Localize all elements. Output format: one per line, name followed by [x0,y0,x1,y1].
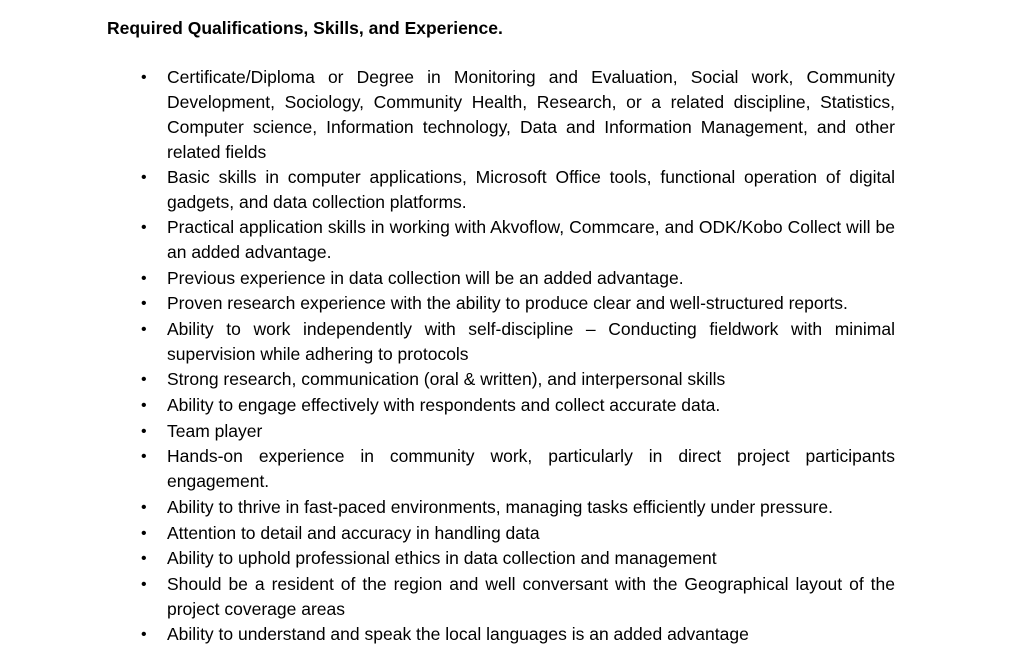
bullet-icon: • [141,576,147,593]
list-item [141,393,895,418]
bullet-icon: • [141,371,147,388]
list-item [141,317,895,367]
bullet-icon: • [141,499,147,516]
bullet-icon: • [141,169,147,186]
list-item-text: Previous experience in data collection will be an added advantage. [167,268,684,288]
list-item [141,521,895,546]
list-item [141,495,895,520]
list-item [141,444,895,494]
list-item [141,266,895,291]
list-item-text: Practical application skills in working with Akvoflow, Commcare, and ODK/Kobo Collect will be an added advantage. [167,217,895,262]
bullet-icon: • [141,423,147,440]
bullet-icon: • [141,448,147,465]
list-item [141,215,895,265]
list-item-text: Ability to uphold professional ethics in data collection and management [167,548,717,568]
section-heading: Required Qualifications, Skills, and Experience. [107,18,503,38]
list-item-text: Attention to detail and accuracy in handling data [167,523,540,543]
list-item-text: Basic skills in computer applications, Microsoft Office tools, functional operation of digital gadgets, and data collection platforms. [167,167,895,212]
list-item-text: Ability to understand and speak the local languages is an added advantage [167,624,749,644]
list-item [141,165,895,215]
list-item [141,65,895,165]
list-item-text: Ability to engage effectively with respondents and collect accurate data. [167,395,721,415]
bullet-icon: • [141,626,147,643]
list-item-text: Should be a resident of the region and well conversant with the Geographical layout of the project coverage areas [167,574,895,619]
bullet-icon: • [141,295,147,312]
list-item-text: Proven research experience with the ability to produce clear and well-structured reports. [167,293,848,313]
bullet-icon: • [141,397,147,414]
list-item-text: Certificate/Diploma or Degree in Monitoring and Evaluation, Social work, Community Development, Sociology, Community Health, Research, or a related discipline, Statistics, Computer science, Information technology, Data and Information Management, and other related fields [167,67,895,162]
bullet-icon: • [141,69,147,86]
list-item-text: Hands-on experience in community work, particularly in direct project participants engagement. [167,446,895,491]
bullet-icon: • [141,321,147,338]
list-item [141,291,895,316]
bullet-icon: • [141,525,147,542]
bullet-icon: • [141,550,147,567]
list-item-text: Ability to thrive in fast-paced environments, managing tasks efficiently under pressure. [167,497,833,517]
list-item [141,367,895,392]
list-item [141,622,895,647]
list-item-text: Team player [167,421,263,441]
bullet-icon: • [141,219,147,236]
bullet-icon: • [141,270,147,287]
list-item [141,546,895,571]
list-item-text: Strong research, communication (oral & written), and interpersonal skills [167,369,726,389]
list-item-text: Ability to work independently with self-discipline – Conducting fieldwork with minimal supervision while adhering to protocols [167,319,895,364]
list-item [141,572,895,622]
list-item [141,419,895,444]
